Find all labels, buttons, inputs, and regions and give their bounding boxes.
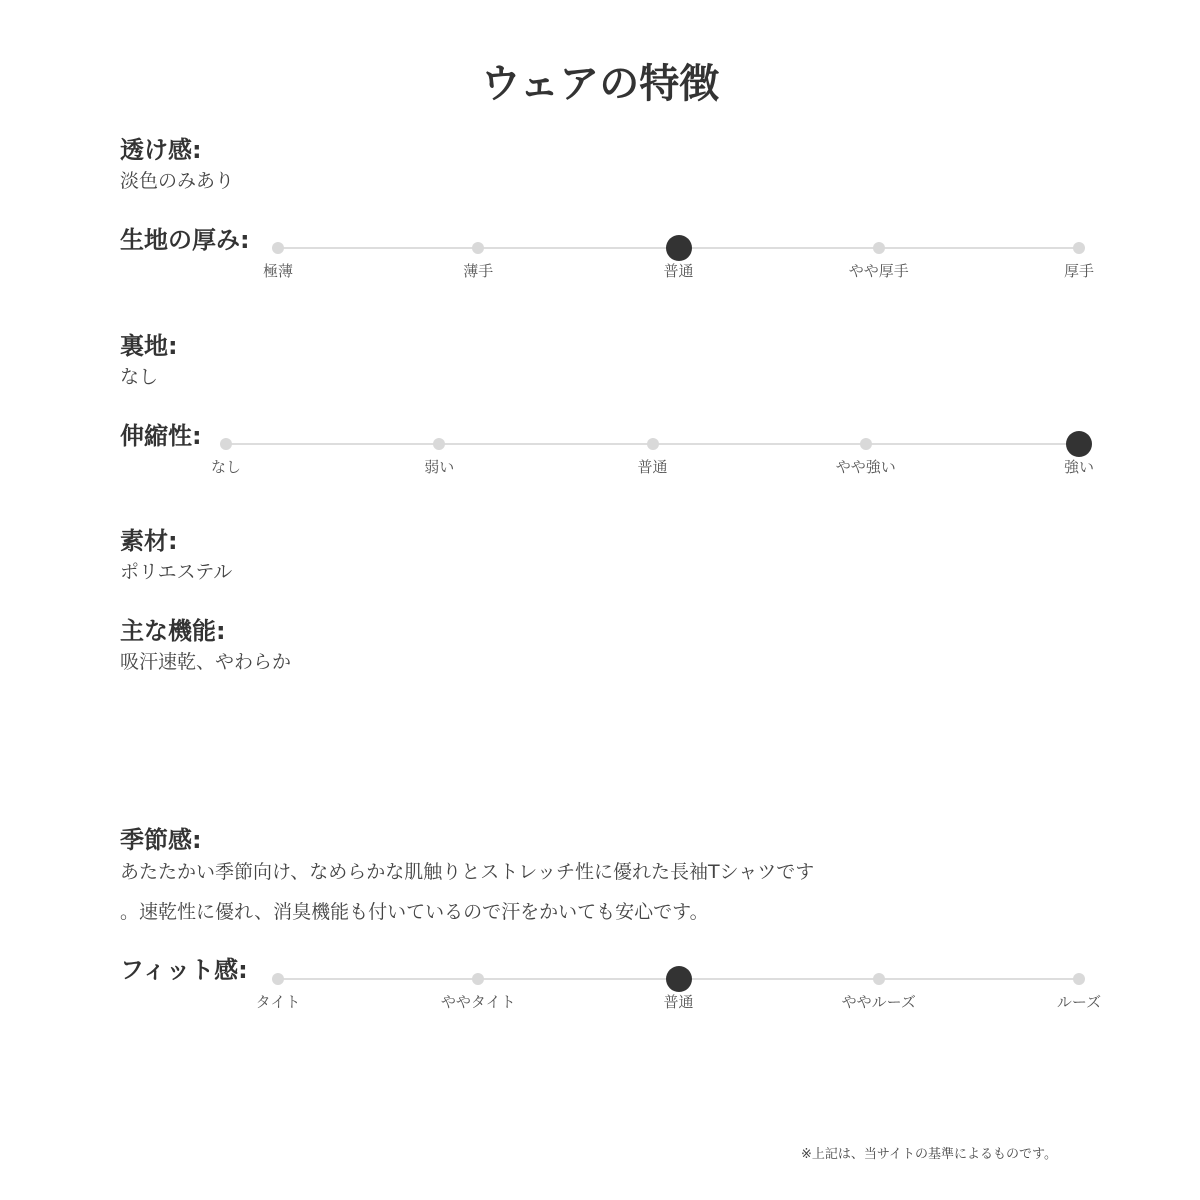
stretch-scale-option-label: 強い [1063, 458, 1094, 476]
fit-scale-option-label: タイト [255, 993, 301, 1011]
stretch-scale-dot [220, 438, 232, 450]
stretch-scale-dot [433, 438, 445, 450]
material-label: 素材: [120, 527, 178, 555]
fit-scale-dot [272, 973, 284, 985]
page-title: ウェアの特徴 [480, 61, 720, 107]
fit-scale-dot-selected [666, 966, 692, 992]
thickness-scale-dot [1073, 242, 1085, 254]
season-label: 季節感: [120, 826, 202, 854]
functions-value: 吸汗速乾、やわらか [120, 651, 292, 673]
fit-scale-option-label: ややタイト [440, 993, 516, 1011]
stretch-scale-option-label: なし [210, 458, 241, 476]
fit-scale-dot [1073, 973, 1085, 985]
thickness-scale-dot-selected [666, 235, 692, 261]
transparency-value: 淡色のみあり [120, 170, 235, 192]
season-description-line-2: 。速乾性に優れ、消臭機能も付いているので汗をかいても安心です。 [120, 901, 709, 923]
material-value: ポリエステル [120, 561, 233, 583]
stretch-scale-dot-selected [1066, 431, 1092, 457]
functions-label: 主な機能: [120, 617, 226, 645]
thickness-scale-option-label: 普通 [663, 262, 694, 280]
transparency-label: 透け感: [120, 136, 202, 164]
thickness-label: 生地の厚み: [120, 226, 250, 254]
fit-scale-dot [873, 973, 885, 985]
stretch-scale-option-label: 普通 [637, 458, 668, 476]
fit-scale-option-label: ルーズ [1056, 993, 1102, 1011]
thickness-scale-dot [272, 242, 284, 254]
season-description-line-1: あたたかい季節向け、なめらかな肌触りとストレッチ性に優れた長袖Tシャツです [120, 861, 815, 883]
fit-label: フィット感: [120, 956, 248, 984]
fit-scale-option-label: 普通 [663, 993, 694, 1011]
lining-label: 裏地: [120, 332, 178, 360]
thickness-scale-option-label: 厚手 [1063, 262, 1094, 280]
lining-value: なし [120, 366, 159, 388]
thickness-scale-dot [873, 242, 885, 254]
stretch-scale-option-label: やや強い [835, 458, 896, 476]
stretch-scale-dot [860, 438, 872, 450]
footnote: ※上記は、当サイトの基準によるものです。 [801, 1147, 1057, 1162]
thickness-scale-option-label: やや厚手 [848, 262, 909, 280]
stretch-label: 伸縮性: [120, 422, 202, 450]
fit-scale-dot [472, 973, 484, 985]
thickness-scale-dot [472, 242, 484, 254]
thickness-scale-option-label: 極薄 [262, 262, 293, 280]
thickness-scale-option-label: 薄手 [463, 262, 494, 280]
stretch-scale-option-label: 弱い [424, 458, 455, 476]
stretch-scale-dot [647, 438, 659, 450]
fit-scale-option-label: ややルーズ [841, 993, 916, 1011]
